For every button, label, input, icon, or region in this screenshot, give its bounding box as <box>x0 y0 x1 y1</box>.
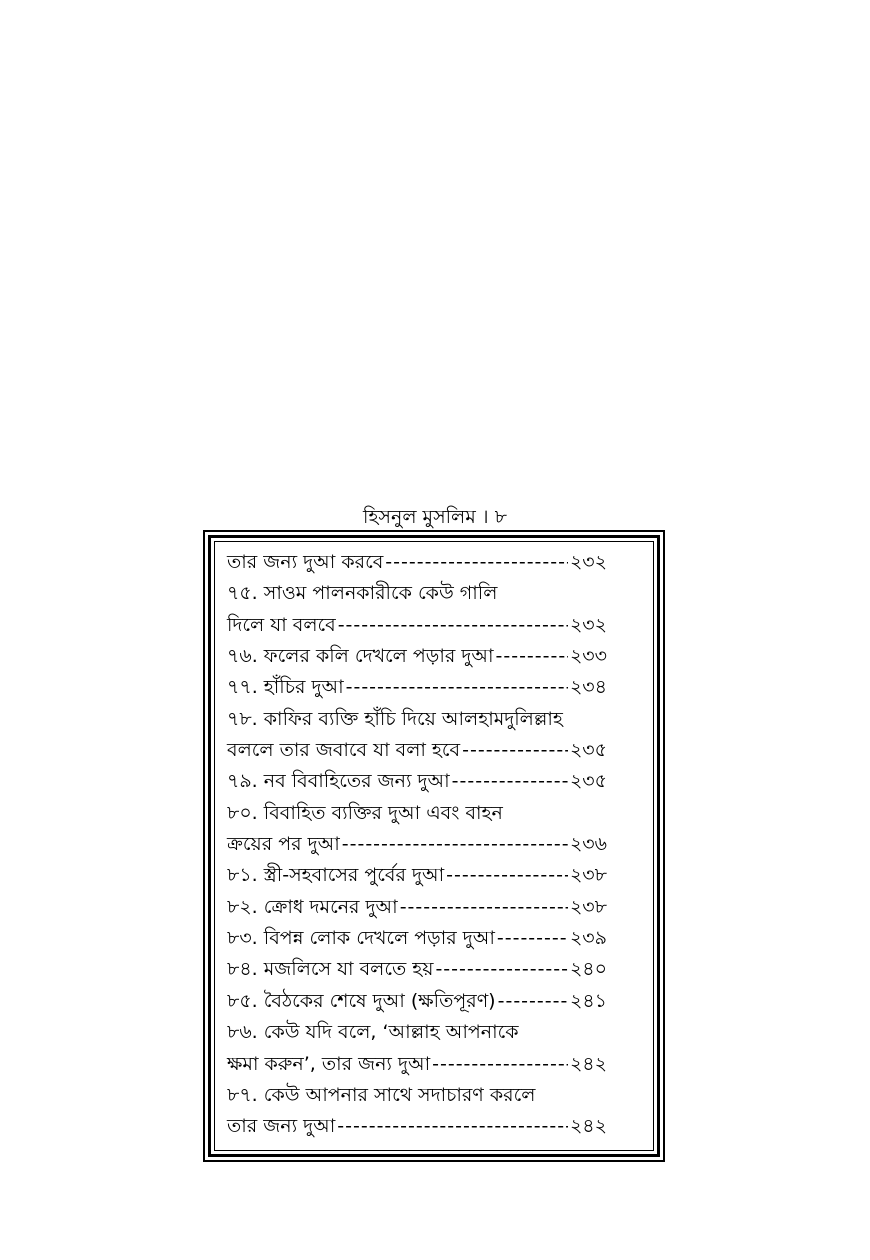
toc-entry-title: তার জন্য দুআ <box>227 1115 336 1138</box>
toc-entry-title: ৮০. বিবাহিত ব্যক্তির দুআ এবং বাহন <box>227 801 503 824</box>
toc-leader-dashes <box>446 860 568 891</box>
toc-entry <box>227 986 607 1017</box>
toc-frame-thick-border <box>208 535 660 1157</box>
toc-entry-page-number: ২৩৯ <box>569 927 607 950</box>
toc-entry-page-number: ২৩৮ <box>569 895 607 918</box>
toc-entry <box>227 892 607 923</box>
toc-leader-dashes <box>385 547 568 578</box>
toc-entry-title: ৭৫. সাওম পালনকারীকে কেউ গালি <box>227 582 498 605</box>
toc-entry-title: ৮১. স্ত্রী-সহবাসের পুর্বের দুআ <box>227 864 445 887</box>
table-of-contents <box>227 547 607 1143</box>
toc-entry-page-number: ২৪০ <box>569 958 607 981</box>
toc-entry <box>227 578 607 609</box>
toc-entry <box>227 766 607 797</box>
toc-entry <box>227 1111 607 1142</box>
toc-entry-title: ক্ষমা করুন’, তার জন্য দুআ <box>227 1052 431 1075</box>
toc-entry <box>227 547 607 578</box>
toc-entry-title: ৮৪. মজলিসে যা বলতে হয় <box>227 958 434 981</box>
toc-entry <box>227 1080 607 1111</box>
toc-entry-title: ৮৫. বৈঠকের শেষে দুআ (ক্ষতিপূরণ) <box>227 989 496 1012</box>
toc-entry <box>227 1017 607 1048</box>
toc-entry-page-number: ২৩৪ <box>569 676 607 699</box>
toc-leader-dashes <box>346 672 568 703</box>
toc-leader-dashes <box>496 641 568 672</box>
toc-entry-title: ৭৭. হাঁচির দুআ <box>227 676 344 699</box>
toc-entry-title: ৮৩. বিপন্ন লোক দেখলে পড়ার দুআ <box>227 927 495 950</box>
toc-leader-dashes <box>432 1049 568 1080</box>
toc-entry-title: ক্রয়ের পর দুআ <box>227 833 340 856</box>
toc-entry-page-number: ২৪১ <box>569 989 607 1012</box>
toc-entry-title: তার জন্য দুআ করবে <box>227 551 384 573</box>
toc-entry-title: দিলে যা বলবে <box>227 613 336 636</box>
toc-entry-page-number: ২৩৩ <box>569 645 607 668</box>
toc-leader-dashes <box>462 735 568 766</box>
toc-entry <box>227 829 607 860</box>
toc-entry <box>227 860 607 891</box>
toc-leader-dashes <box>497 923 568 954</box>
toc-entry-title: ৮২. ক্রোধ দমনের দুআ <box>227 895 398 918</box>
toc-entry-title: ৭৮. কাফির ব্যক্তি হাঁচি দিয়ে আলহামদুলিল্লাহ <box>227 707 563 730</box>
toc-leader-dashes <box>435 954 568 985</box>
toc-entry-page-number: ২৩৮ <box>569 864 607 887</box>
toc-leader-dashes <box>452 766 568 797</box>
toc-frame <box>203 530 665 1162</box>
toc-entry-page-number: ২৪২ <box>569 1115 607 1138</box>
toc-frame-inner-border <box>214 541 654 1151</box>
toc-leader-dashes <box>337 1111 568 1142</box>
toc-entry-title: বললে তার জবাবে যা বলা হবে <box>227 739 461 762</box>
toc-leader-dashes <box>498 986 568 1017</box>
toc-entry <box>227 641 607 672</box>
toc-entry-title: ৮৭. কেউ আপনার সাথে সদাচারণ করলে <box>227 1083 536 1106</box>
toc-entry <box>227 672 607 703</box>
page-header: হিসনুল মুসলিম । ৮ <box>363 506 507 528</box>
toc-entry-page-number: ২৩৬ <box>569 833 607 856</box>
toc-entry-title: ৭৬. ফলের কলি দেখলে পড়ার দুআ <box>227 645 494 668</box>
toc-entry-page-number: ২৩৫ <box>569 770 607 793</box>
toc-leader-dashes <box>338 610 568 641</box>
toc-entry-title: ৭৯. নব বিবাহিতের জন্য দুআ <box>227 770 450 793</box>
toc-entry <box>227 923 607 954</box>
toc-leader-dashes <box>342 829 568 860</box>
toc-entry <box>227 704 607 735</box>
toc-entry <box>227 954 607 985</box>
toc-entry-page-number: ২৩২ <box>569 613 607 636</box>
toc-leader-dashes <box>400 892 568 923</box>
toc-entry <box>227 610 607 641</box>
toc-entry-title: ৮৬. কেউ যদি বলে, ‘আল্লাহ আপনাকে <box>227 1021 519 1044</box>
toc-entry-page-number: ২৪২ <box>569 1052 607 1075</box>
toc-entry-page-number: ২৩২ <box>569 551 607 573</box>
toc-entry-page-number: ২৩৫ <box>569 739 607 762</box>
toc-entry <box>227 1049 607 1080</box>
toc-entry <box>227 735 607 766</box>
toc-entry <box>227 798 607 829</box>
